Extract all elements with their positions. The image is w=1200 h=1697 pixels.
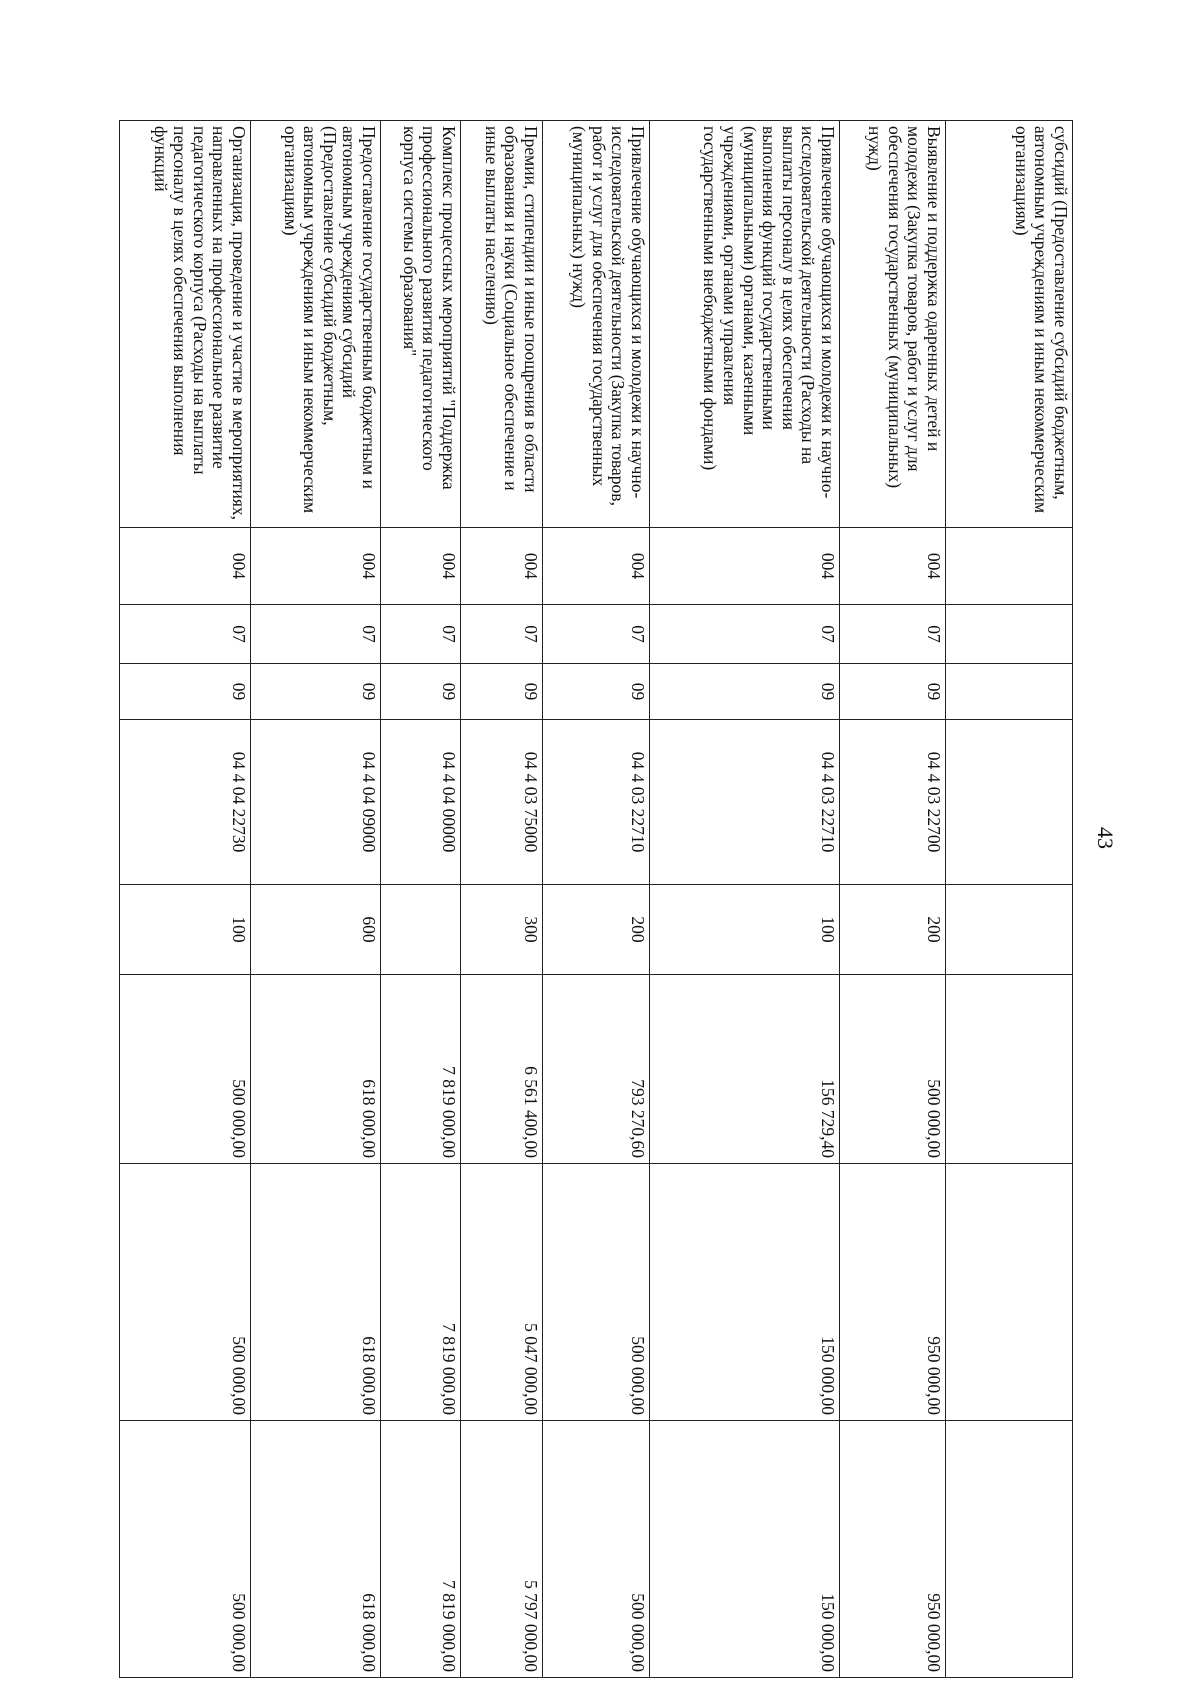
- admin-code: 004: [543, 528, 650, 605]
- table-row: [946, 121, 1073, 1678]
- row-description: Привлечение обучающихся и молодежи к научно-исследовательской деятельности (Расходы на выплаты персоналу в целях обеспечения выполнения функций государственными (муниципальными) органами, казенными учреждениями, органами управления государственными внебюджетными фондами): [650, 121, 840, 528]
- admin-code: 004: [251, 528, 381, 605]
- target-article: 04 4 04 00000: [381, 720, 461, 885]
- subsection-code: 09: [461, 664, 543, 720]
- table-row: [461, 121, 543, 1678]
- subsection-code: 09: [120, 664, 251, 720]
- sum-year-3: 500 000,00: [543, 1421, 650, 1678]
- row-description: Премии, стипендии и иные поощрения в области образования и науки (Социальное обеспечение и иные выплаты населению): [461, 121, 543, 528]
- sum-year-3: 5 797 000,00: [461, 1421, 543, 1678]
- admin-code: 004: [461, 528, 543, 605]
- section-code: 07: [543, 605, 650, 664]
- subsection-code: 09: [543, 664, 650, 720]
- row-description: Привлечение обучающихся и молодежи к научно-исследовательской деятельности (Закупка товаров, работ и услуг для обеспечения государственных (муниципальных) нужд): [543, 121, 650, 528]
- admin-code: 004: [650, 528, 840, 605]
- expense-type: 200: [840, 885, 946, 975]
- row-description: субсидий (Предоставление субсидий бюджетным, автономным учреждениям и иным некоммерческим организациям): [946, 121, 1073, 528]
- expense-type: 300: [461, 885, 543, 975]
- page-number: 43: [1093, 827, 1118, 849]
- sum-year-3: 7 819 000,00: [381, 1421, 461, 1678]
- sum-year-1: 500 000,00: [120, 975, 251, 1164]
- row-description: Организация, проведение и участие в мероприятиях, направленных на профессиональное развитие педагогического корпуса (Расходы на выплаты персоналу в целях обеспечения выполнения функций: [120, 121, 251, 528]
- sum-year-2: 500 000,00: [543, 1164, 650, 1421]
- admin-code: 004: [840, 528, 946, 605]
- subsection-code: [946, 664, 1073, 720]
- row-description: Комплекс процессных мероприятий "Поддержка профессионального развития педагогического корпуса системы образования": [381, 121, 461, 528]
- expense-type: 600: [251, 885, 381, 975]
- admin-code: [946, 528, 1073, 605]
- table-row: [543, 121, 650, 1678]
- target-article: 04 4 03 22710: [650, 720, 840, 885]
- sum-year-3: 618 000,00: [251, 1421, 381, 1678]
- section-code: 07: [461, 605, 543, 664]
- section-code: 07: [120, 605, 251, 664]
- row-description: Предоставление государственным бюджетным и автономным учреждениям субсидий (Предоставление субсидий бюджетным, автономным учреждениям и иным некоммерческим организациям): [251, 121, 381, 528]
- sum-year-2: 5 047 000,00: [461, 1164, 543, 1421]
- sum-year-2: [946, 1164, 1073, 1421]
- sum-year-1: 6 561 400,00: [461, 975, 543, 1164]
- table-row: [120, 121, 251, 1678]
- target-article: 04 4 03 22700: [840, 720, 946, 885]
- sum-year-1: 156 729,40: [650, 975, 840, 1164]
- table-row: [840, 121, 946, 1678]
- subsection-code: 09: [650, 664, 840, 720]
- sum-year-3: 950 000,00: [840, 1421, 946, 1678]
- sum-year-3: 150 000,00: [650, 1421, 840, 1678]
- expense-type: [381, 885, 461, 975]
- sum-year-3: 500 000,00: [120, 1421, 251, 1678]
- target-article: [946, 720, 1073, 885]
- target-article: 04 4 04 09000: [251, 720, 381, 885]
- sum-year-2: 950 000,00: [840, 1164, 946, 1421]
- admin-code: 004: [120, 528, 251, 605]
- sum-year-1: 618 000,00: [251, 975, 381, 1164]
- sum-year-3: [946, 1421, 1073, 1678]
- table-row: [381, 121, 461, 1678]
- target-article: 04 4 03 75000: [461, 720, 543, 885]
- sum-year-2: 500 000,00: [120, 1164, 251, 1421]
- expense-type: 200: [543, 885, 650, 975]
- section-code: 07: [840, 605, 946, 664]
- sum-year-1: 793 270,60: [543, 975, 650, 1164]
- section-code: 07: [251, 605, 381, 664]
- expense-type: 100: [120, 885, 251, 975]
- sum-year-1: [946, 975, 1073, 1164]
- table-row: [650, 121, 840, 1678]
- section-code: [946, 605, 1073, 664]
- subsection-code: 09: [251, 664, 381, 720]
- budget-table: [119, 120, 1073, 1678]
- sum-year-2: 150 000,00: [650, 1164, 840, 1421]
- subsection-code: 09: [840, 664, 946, 720]
- expense-type: [946, 885, 1073, 975]
- admin-code: 004: [381, 528, 461, 605]
- sum-year-2: 7 819 000,00: [381, 1164, 461, 1421]
- subsection-code: 09: [381, 664, 461, 720]
- sum-year-1: 500 000,00: [840, 975, 946, 1164]
- section-code: 07: [650, 605, 840, 664]
- target-article: 04 4 03 22710: [543, 720, 650, 885]
- section-code: 07: [381, 605, 461, 664]
- rotated-table-wrapper: [120, 120, 1073, 1677]
- table-row: [251, 121, 381, 1678]
- sum-year-2: 618 000,00: [251, 1164, 381, 1421]
- row-description: Выявление и поддержка одаренных детей и молодежи (Закупка товаров, работ и услуг для обеспечения государственных (муниципальных) нужд): [840, 121, 946, 528]
- expense-type: 100: [650, 885, 840, 975]
- sum-year-1: 7 819 000,00: [381, 975, 461, 1164]
- target-article: 04 4 04 22730: [120, 720, 251, 885]
